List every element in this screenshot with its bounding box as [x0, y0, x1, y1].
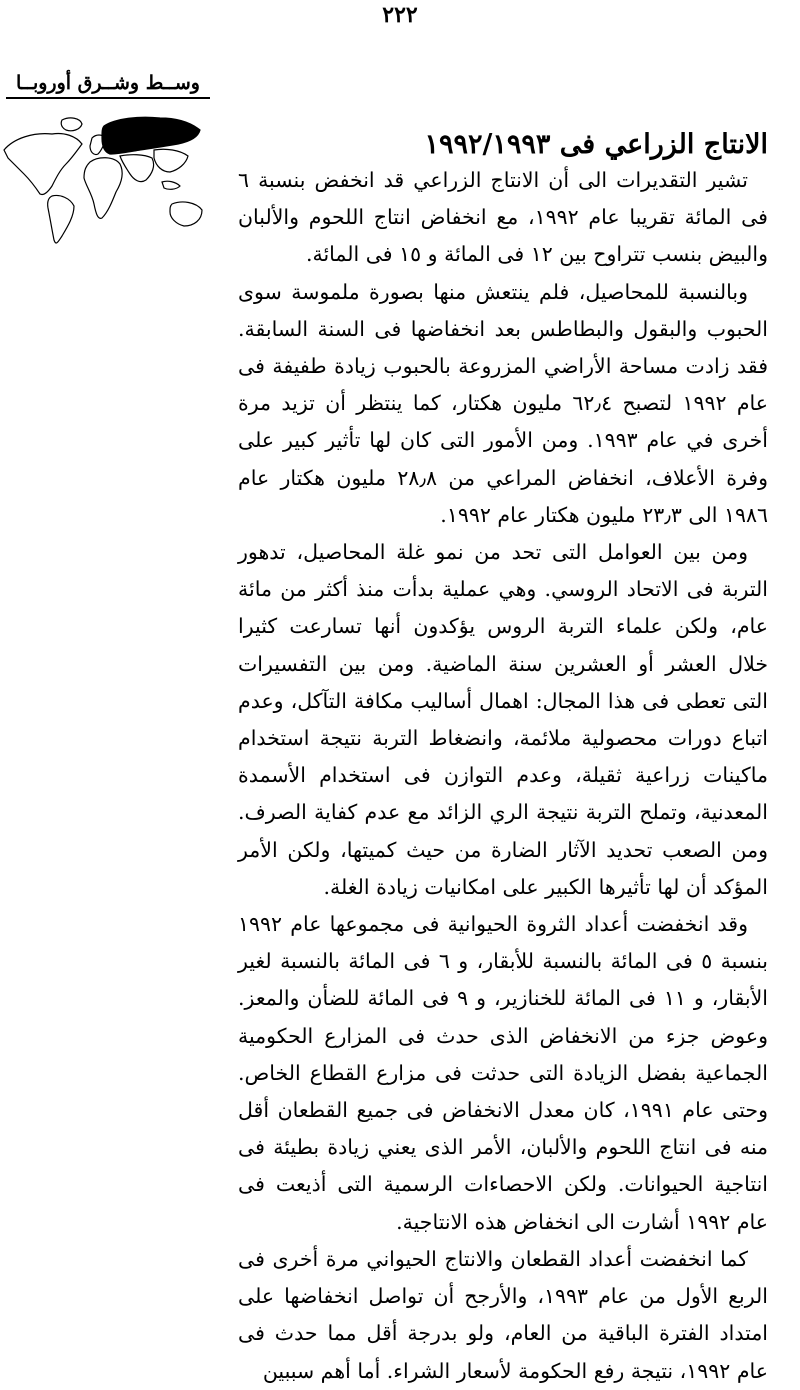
- page-number: ٢٢٢: [382, 2, 418, 28]
- region-map: [0, 72, 212, 252]
- paragraph: ومن بين العوامل التى تحد من نمو غلة المحاصيل، تدهور التربة فى الاتحاد الروسي. وهي عملية بدأت منذ أكثر من مائة عام، ولكن علماء التربة الروس يؤكدون أنها تسارعت كثيرا خلال العشر أو العشرين سنة الماضية. ومن بين التفسيرات التى تعطى فى هذا المجال: اهمال أساليب مكافة التآكل، وعدم اتباع دورات محصولية ملائمة، وانضغاط التربة نتيجة استخدام ماكينات زراعية ثقيلة، وعدم التوازن فى استخدام الأسمدة المعدنية، وتملح التربة نتيجة الري الزائد مع عدم كفاية الصرف. ومن الصعب تحديد الآثار الضارة من حيث كميتها، ولكن الأمر المؤكد أن لها تأثيرها الكبير على امكانيات زيادة الغلة.: [238, 540, 768, 899]
- southeast-asia-outline: [162, 181, 180, 189]
- paragraph: كما انخفضت أعداد القطعان والانتاج الحيواني مرة أخرى فى الربع الأول من عام ١٩٩٣، والأرجح أن تواصل انخفاضها على امتداد الفترة الباقية من العام، ولو بدرجة أقل مما حدث فى عام ١٩٩٢، نتيجة رفع الحكومة لأسعار الشراء. أما أهم سببين: [238, 1246, 769, 1383]
- paragraph: وبالنسبة للمحاصيل، فلم ينتعش منها بصورة ملموسة سوى الحبوب والبقول والبطاطس بعد انخفاضها فى السنة السابقة. فقد زادت مساحة الأراضي المزروعة بالحبوب زيادة طفيفة فى عام ١٩٩٢ لتصبح ٦٢٫٤ مليون هكتار، كما ينتظر أن تزيد مرة أخرى في عام ١٩٩٣. ومن الأمور التى كان لها تأثير كبير على وفرة الأعلاف، انخفاض المراعي من ٢٨٫٨ مليون هكتار عام ١٩٨٦ الى ٢٣٫٣ مليون هكتار عام ١٩٩٢.: [238, 279, 769, 527]
- north-america-outline: [4, 133, 82, 194]
- world-map-icon: [0, 108, 212, 250]
- south-america-outline: [48, 195, 74, 242]
- paragraph: تشير التقديرات الى أن الانتاج الزراعي قد انخفض بنسبة ٦ فى المائة تقريبا عام ١٩٩٢، مع انخفاض انتاج اللحوم والألبان والبيض بنسب تتراوح بين ١٢ فى المائة و ١٥ فى المائة.: [238, 168, 768, 267]
- south-asia-outline: [120, 155, 154, 182]
- paragraph: وقد انخفضت أعداد الثروة الحيوانية فى مجموعها عام ١٩٩٢ بنسبة ٥ فى المائة بالنسبة للأبقار، و ٦ فى المائة بالنسبة لغير الأبقار، و ١١ فى المائة للخنازير، و ٩ فى المائة للضأن والمعز. وعوض جزء من الانخفاض الذى حدث فى المزارع الحكومية الجماعية بفضل الزيادة التى حدثت فى مزارع القطاع الخاص. وحتى عام ١٩٩١، كان معدل الانخفاض فى جميع القطعان أقل منه فى انتاج اللحوم والألبان، الأمر الذى يعني زيادة بطيئة فى انتاجية الحيوانات. ولكن الاحصاءات الرسمية التى أذيعت فى عام ١٩٩٢ أشارت الى انخفاض هذه الانتاجية.: [238, 912, 768, 1234]
- map-caption: وســط وشــرق أوروبــا: [4, 72, 212, 99]
- greenland-outline: [61, 118, 82, 131]
- article-body: [238, 128, 768, 1390]
- australia-outline: [170, 202, 202, 226]
- section-heading: الانتاج الزراعي فى ١٩٩٢/١٩٩٣: [424, 129, 768, 160]
- east-asia-outline: [154, 149, 188, 172]
- africa-outline: [84, 158, 122, 219]
- highlighted-region: [102, 117, 200, 154]
